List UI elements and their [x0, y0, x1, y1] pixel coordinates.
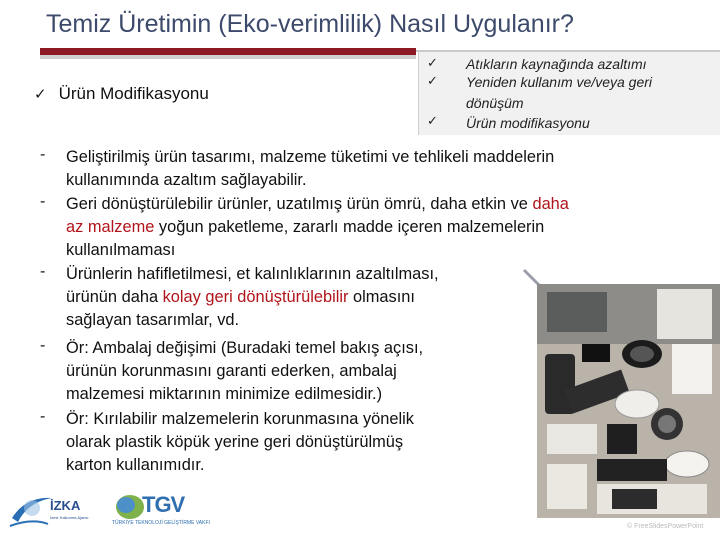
bullet-text-4: [66, 337, 423, 406]
text-line: Ör: Kırılabilir malzemelerin korunmasına yönelik: [66, 410, 414, 428]
text-line: olarak plastik köpük yerine geri dönüştürülmüş: [66, 433, 404, 451]
bullet-text-3: [66, 263, 439, 332]
text-line: Geliştirilmiş ürün tasarımı, malzeme tüketimi ve tehlikeli maddelerin: [66, 148, 555, 166]
slide-title: Temiz Üretimin (Eko-verimlilik) Nasıl Uygulanır?: [46, 10, 574, 38]
text-line: malzemesi miktarının minimize edilmesidir.): [66, 385, 383, 403]
summary-item: Atıkların kaynağında azaltımı: [466, 56, 647, 72]
text-span: ürünün daha: [66, 288, 163, 306]
text-span: yoğun paketleme, zararlı madde içeren malzemelerin: [154, 218, 545, 236]
highlight-text: az malzeme: [66, 218, 155, 236]
izka-logo-subtext: İzmir Kalkınma Ajansı: [50, 515, 89, 520]
text-line: [66, 286, 439, 309]
izka-logo: [8, 488, 108, 537]
check-icon: ✓: [427, 114, 438, 129]
text-line: [66, 193, 569, 216]
text-line: karton kullanımıdır.: [66, 456, 205, 474]
text-line: Ör: Ambalaj değişimi (Buradaki temel bakış açısı,: [66, 339, 424, 357]
izka-logo-text: İZKA: [50, 498, 81, 513]
tgv-logo-text: TGV: [142, 492, 185, 517]
tgv-logo-subtext: TÜRKİYE TEKNOLOJİ GELİŞTİRME VAKFI: [112, 520, 210, 526]
bullet-dash: -: [40, 408, 46, 425]
bullet-dash: -: [40, 193, 46, 210]
check-icon: ✓: [34, 85, 47, 103]
bullet-text-5: [66, 408, 414, 477]
summary-box: [418, 52, 720, 135]
text-line: Ürünlerin hafifletilmesi, et kalınlıklarının azaltılması,: [66, 265, 439, 283]
bullet-dash: -: [40, 146, 46, 163]
text-span: olmasını: [348, 288, 415, 306]
text-span: Geri dönüştürülebilir ürünler, uzatılmış ürün ömrü, daha etkin ve: [66, 195, 533, 213]
check-icon: ✓: [427, 56, 438, 71]
text-line: kullanılmaması: [66, 241, 176, 259]
bullet-dash: -: [40, 263, 46, 280]
tgv-logo: [110, 492, 210, 527]
copyright-text: © FreeSlidesPowerPoint: [627, 523, 704, 530]
product-photo: [537, 284, 720, 518]
check-icon: ✓: [427, 74, 438, 89]
text-line: ürünün korunmasını garanti ederken, ambalaj: [66, 362, 397, 380]
bullet-text-1: [66, 146, 554, 192]
subheading-text: Ürün Modifikasyonu: [58, 84, 209, 103]
bullet-text-2: [66, 193, 569, 262]
summary-item: Ürün modifikasyonu: [466, 115, 590, 131]
highlight-text: daha: [532, 195, 569, 213]
bullet-dash: -: [40, 337, 46, 354]
title-underline: [40, 48, 416, 55]
text-line: sağlayan tasarımlar, vd.: [66, 311, 240, 329]
subheading: [34, 84, 209, 104]
summary-item: dönüşüm: [466, 95, 524, 111]
text-line: [66, 216, 569, 239]
summary-item: Yeniden kullanım ve/veya geri: [466, 74, 652, 90]
title-underline-shadow: [40, 55, 416, 59]
text-line: kullanımında azaltım sağlayabilir.: [66, 171, 307, 189]
highlight-text: kolay geri dönüştürülebilir: [162, 288, 349, 306]
